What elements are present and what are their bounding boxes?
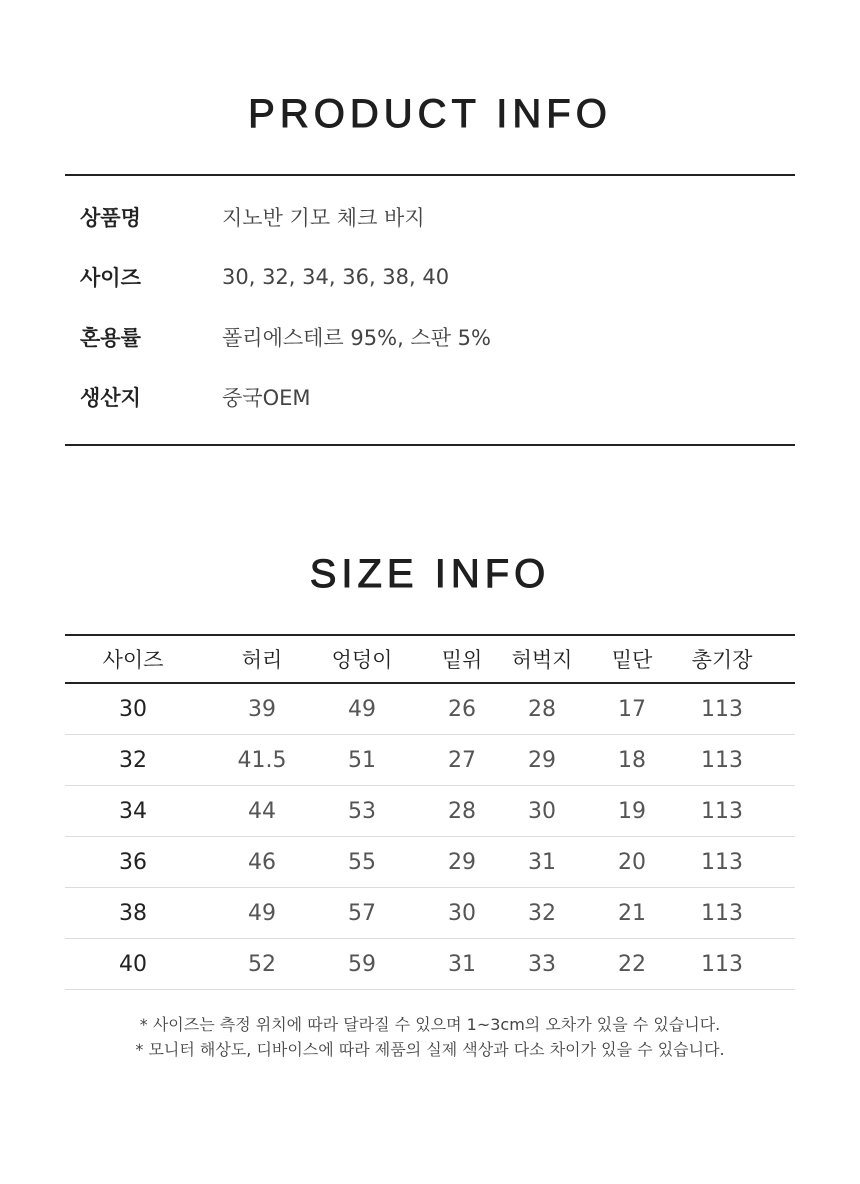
cell-hip: 57 xyxy=(348,900,376,926)
note-line: * 사이즈는 측정 위치에 따라 달라질 수 있으며 1~3cm의 오차가 있을 수 있습니다. xyxy=(139,1015,721,1034)
cell-size: 32 xyxy=(119,747,147,773)
cell-hip: 49 xyxy=(348,696,376,722)
info-value: 폴리에스테르 95%, 스판 5% xyxy=(222,326,491,350)
product-info-bottom-rule xyxy=(65,444,795,446)
product-info-title: PRODUCT INFO xyxy=(248,92,612,136)
header-rise: 밑위 xyxy=(441,648,483,672)
cell-size: 36 xyxy=(119,849,147,875)
size-info-title: SIZE INFO xyxy=(309,552,551,596)
product-info-top-rule xyxy=(65,174,795,176)
cell-size: 40 xyxy=(119,951,147,977)
cell-rise: 26 xyxy=(448,696,476,722)
cell-size: 30 xyxy=(119,696,147,722)
cell-thigh: 33 xyxy=(528,951,556,977)
header-thigh: 허벅지 xyxy=(511,648,573,672)
cell-hem: 18 xyxy=(618,747,646,773)
cell-waist: 39 xyxy=(248,696,276,722)
cell-thigh: 28 xyxy=(528,696,556,722)
table-row xyxy=(65,939,795,990)
cell-rise: 30 xyxy=(448,900,476,926)
cell-length: 113 xyxy=(701,900,743,926)
info-label: 사이즈 xyxy=(80,266,141,290)
cell-rise: 29 xyxy=(448,849,476,875)
header-hip: 엉덩이 xyxy=(331,648,393,672)
size-notes xyxy=(0,1012,860,1062)
cell-thigh: 29 xyxy=(528,747,556,773)
info-label: 상품명 xyxy=(80,206,141,230)
info-row-origin xyxy=(80,382,311,412)
table-row xyxy=(65,837,795,888)
size-table-header xyxy=(65,634,795,684)
cell-waist: 49 xyxy=(248,900,276,926)
info-value: 중국OEM xyxy=(222,386,311,410)
cell-size: 34 xyxy=(119,798,147,824)
table-row xyxy=(65,888,795,939)
cell-rise: 28 xyxy=(448,798,476,824)
info-value: 30, 32, 34, 36, 38, 40 xyxy=(222,265,450,289)
note-line: * 모니터 해상도, 디바이스에 따라 제품의 실제 색상과 다소 차이가 있을 수 있습니다. xyxy=(135,1040,725,1059)
cell-hip: 51 xyxy=(348,747,376,773)
cell-hem: 22 xyxy=(618,951,646,977)
header-length: 총기장 xyxy=(691,648,753,672)
cell-length: 113 xyxy=(701,747,743,773)
info-label: 생산지 xyxy=(80,386,141,410)
header-size: 사이즈 xyxy=(102,648,164,672)
cell-hip: 55 xyxy=(348,849,376,875)
info-row-sizes xyxy=(80,262,449,292)
cell-length: 113 xyxy=(701,798,743,824)
cell-rise: 31 xyxy=(448,951,476,977)
header-waist: 허리 xyxy=(241,648,283,672)
table-row xyxy=(65,786,795,837)
cell-thigh: 31 xyxy=(528,849,556,875)
cell-waist: 46 xyxy=(248,849,276,875)
info-row-composition xyxy=(80,322,491,352)
info-value: 지노반 기모 체크 바지 xyxy=(222,206,425,230)
cell-size: 38 xyxy=(119,900,147,926)
cell-length: 113 xyxy=(701,951,743,977)
cell-hip: 53 xyxy=(348,798,376,824)
cell-hem: 21 xyxy=(618,900,646,926)
cell-hem: 20 xyxy=(618,849,646,875)
header-hem: 밑단 xyxy=(611,648,653,672)
cell-length: 113 xyxy=(701,849,743,875)
info-label: 혼용률 xyxy=(80,326,141,350)
table-row xyxy=(65,684,795,735)
cell-waist: 52 xyxy=(248,951,276,977)
cell-waist: 44 xyxy=(248,798,276,824)
cell-hem: 19 xyxy=(618,798,646,824)
info-row-product-name xyxy=(80,202,425,232)
cell-thigh: 30 xyxy=(528,798,556,824)
cell-rise: 27 xyxy=(448,747,476,773)
cell-thigh: 32 xyxy=(528,900,556,926)
cell-hip: 59 xyxy=(348,951,376,977)
table-row xyxy=(65,735,795,786)
cell-length: 113 xyxy=(701,696,743,722)
cell-hem: 17 xyxy=(618,696,646,722)
size-table xyxy=(65,634,795,990)
cell-waist: 41.5 xyxy=(237,747,287,773)
